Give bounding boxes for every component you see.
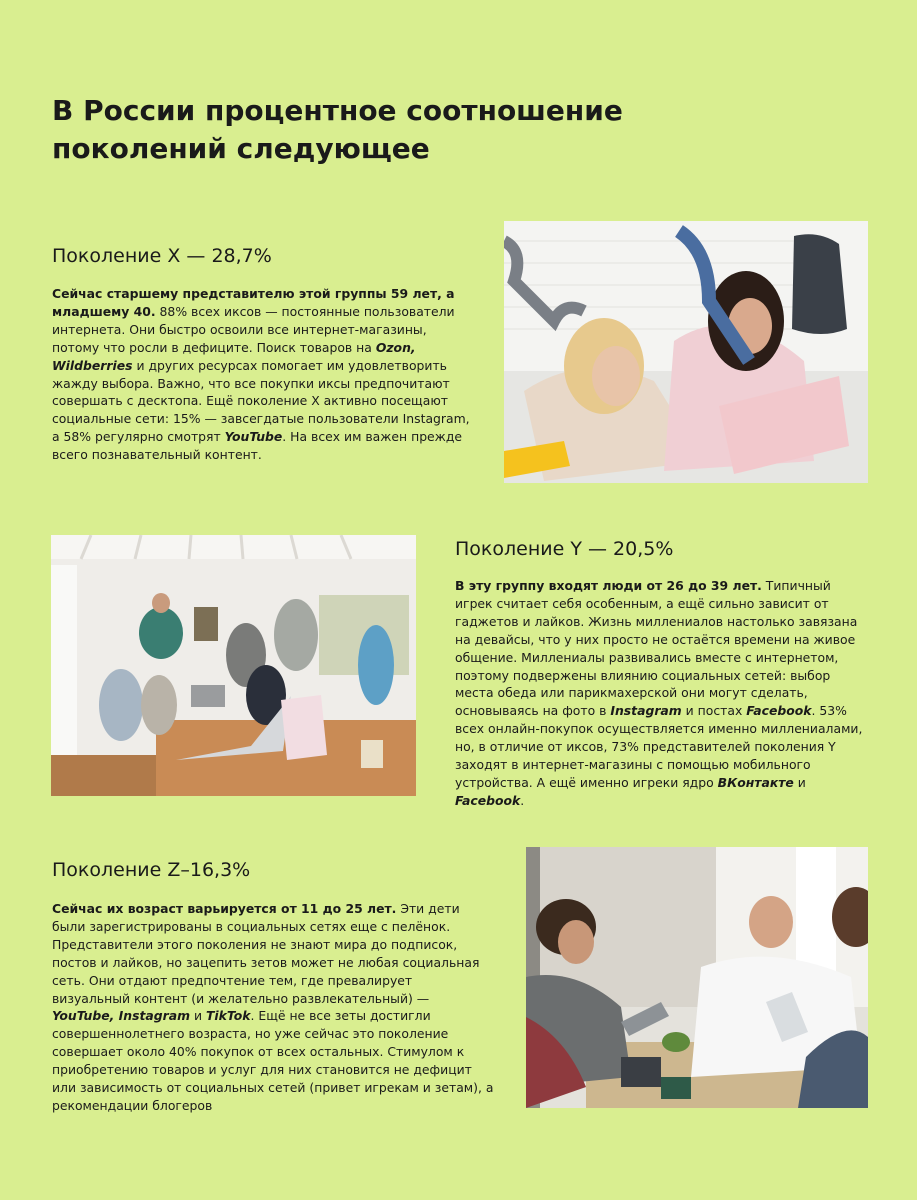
section-z-heading: Поколение Z–16,3% [52,859,251,881]
brand-name: Facebook [746,703,812,719]
section-z-text [52,900,494,1115]
body-text: Типичный игрек считает себя особенным, а ещё сильно зависит от гаджетов и лайков. Жизнь миллениалов настолько завязана на девайсы, что у них просто не остаётся времени на живое общение. Миллениалы развивались вместе с интернетом, поэтому подвержены влиянию социальных сетей: выбор места обеда или парикмахерской они могут сделать, основываясь на фото в [455,578,858,719]
body-text: и других ресурсах помогает им удовлетворить жажду выбора. Важно, что все покупки иксы предпочитают совершать с десктопа. Ещё поколение X активно посещают социальные сети: 15% — завсегдатые пользователи Instagram, а 58% регулярно смотрят [52,357,470,445]
section-x-photo [504,221,868,483]
page-title: В России процентное соотношение поколений следующее [52,94,623,165]
body-text: Эти дети были зарегистрированы в социальных сетях еще с пелёнок. Представители этого поколения не знают мира до подписок, постов и лайков, но зацепить зетов может не любая социальная сеть. Они отдают предпочтение тем, где превалирует визуальный контент (и желательно развлекательный) — [52,901,480,1006]
brand-name: TikTok [205,1008,251,1024]
section-z-photo [526,847,868,1108]
section-x-text [52,285,470,464]
section-y-heading: Поколение Y — 20,5% [455,538,674,560]
body-text: . 53% всех онлайн-покупок осуществляется именно миллениалами, но, в отличие от иксов, 73% представителей поколения Y заходят в интернет-магазины с помощью мобильного устройства. А ещё именно игреки ядро [455,703,863,790]
body-text: и постах [681,703,747,719]
lead-sentence: Сейчас их возраст варьируется от 11 до 25 лет. [52,901,397,916]
lead-sentence: В эту группу входят люди от 26 до 39 лет. [455,578,762,593]
body-text: . На всех им важен прежде всего познавательный контент. [52,429,463,463]
brand-name: YouTube [224,429,283,445]
body-text: и [190,1008,206,1024]
body-text: и [793,774,806,790]
brand-name: Instagram [610,703,682,719]
brand-name: YouTube, Instagram [52,1008,191,1024]
body-text: 88% всех иксов — постоянные пользователи интернета. Они быстро освоили все интернет-магазины, потому что росли в дефиците. Поиск товаров на [52,303,455,355]
lead-sentence: Сейчас старшему представителю этой группы 59 лет, а младшему 40. [52,286,455,319]
brand-name: Facebook [455,792,521,808]
body-text: . Ещё не все зеты достигли совершеннолетнего возраста, но уже сейчас это поколение совершает около 40% покупок от всех остальных. Стимулом к приобретению товаров и услуг для них становится не дефицит или зависимость от социальных сетей (привет игрекам и зетам), а рекомендации блогеров [52,1008,494,1113]
section-y-text [455,577,867,810]
brand-name: Ozon, Wildberries [52,339,416,373]
section-y-photo [51,535,416,796]
section-x-heading: Поколение X — 28,7% [52,245,272,267]
body-text: . [520,792,525,808]
brand-name: ВКонтакте [717,774,794,790]
